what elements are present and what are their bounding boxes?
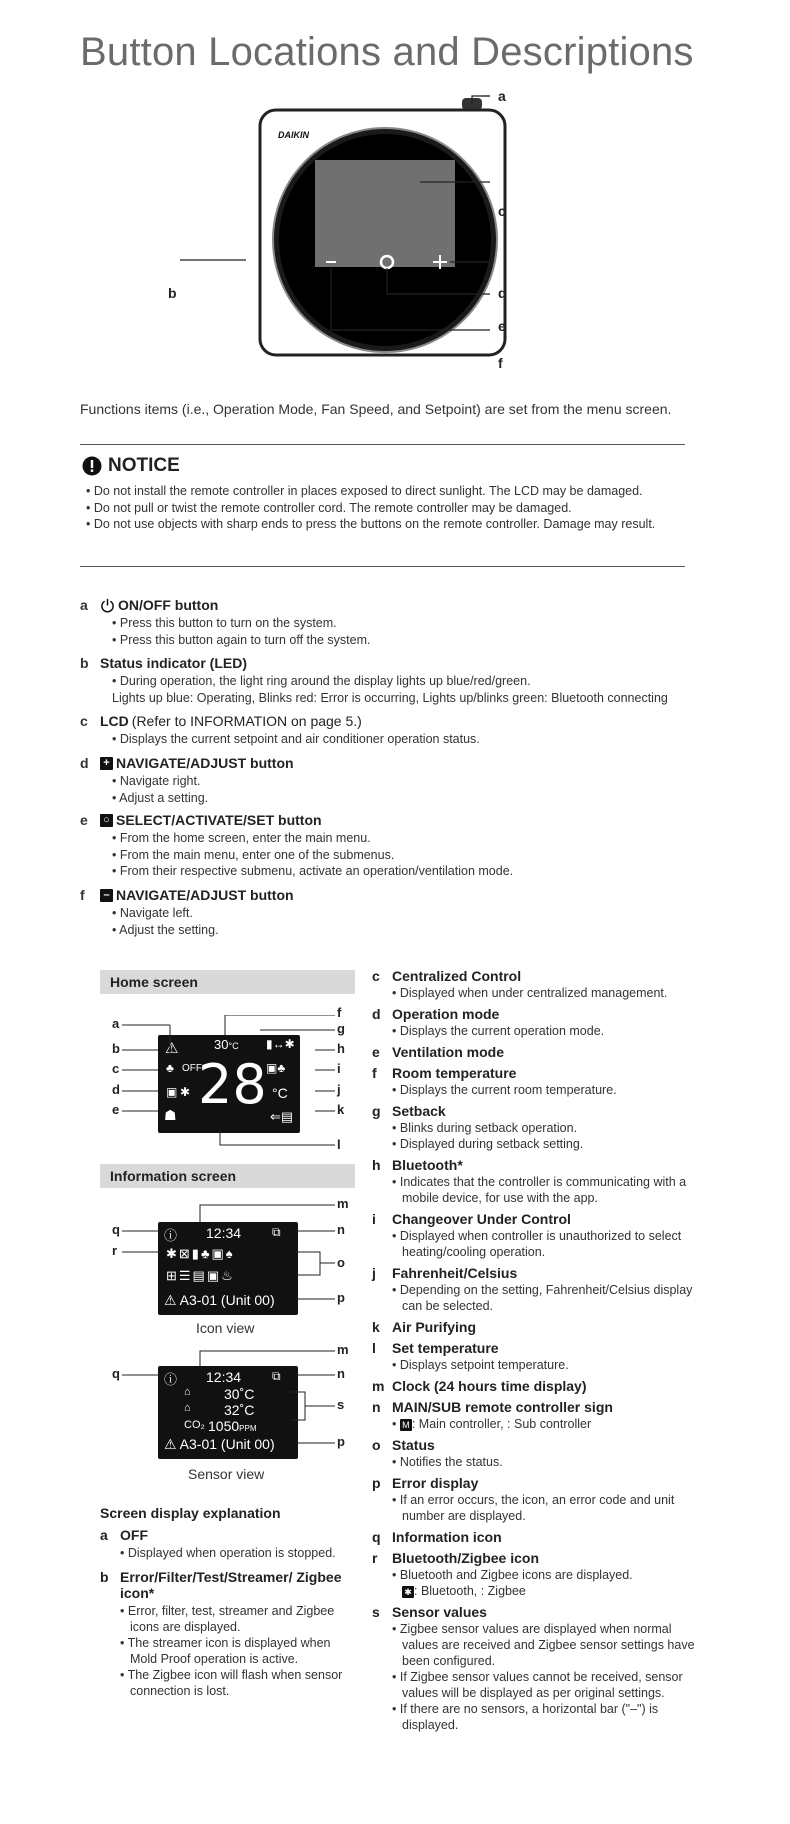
home-label-i: i xyxy=(337,1061,341,1076)
remote-controller-diagram xyxy=(180,90,600,380)
home-label-f: f xyxy=(337,1005,342,1020)
item-bullet: • Indicates that the controller is communicating with a mobile device, for use with the app. xyxy=(392,1174,702,1206)
right-item-l xyxy=(372,1340,702,1373)
item-bullet: • Displayed when controller is unauthorized to select heating/cooling operation. xyxy=(392,1228,702,1260)
right-item-e xyxy=(372,1044,702,1060)
item-letter: o xyxy=(372,1437,381,1453)
sensor-label-m: m xyxy=(337,1342,349,1357)
item-letter: i xyxy=(372,1211,376,1227)
item-bullet: • Bluetooth and Zigbee icons are displayed. xyxy=(392,1567,702,1583)
item-letter: r xyxy=(372,1550,378,1566)
item-title: LCD xyxy=(100,713,129,729)
explanation-item-b xyxy=(100,1569,360,1699)
right-item-g xyxy=(372,1103,702,1152)
warning-circle-icon xyxy=(82,456,102,476)
item-letter: g xyxy=(372,1103,381,1119)
item-bullet: • Displays the current operation mode. xyxy=(392,1023,702,1039)
item-bullet: • If there are no sensors, a horizontal bar ("–") is displayed. xyxy=(392,1701,702,1733)
co2-value: 1050 xyxy=(208,1418,240,1434)
changeover-icon: ▣♣ xyxy=(266,1061,286,1075)
item-letter: j xyxy=(372,1265,376,1281)
divider-top xyxy=(80,444,685,445)
centralized-icon: ♣ xyxy=(166,1061,174,1075)
notice-title: NOTICE xyxy=(108,455,180,476)
sensor-label-s: s xyxy=(337,1397,345,1412)
item-letter: d xyxy=(372,1006,381,1022)
right-item-f xyxy=(372,1065,702,1098)
info-screen-band: Information screen xyxy=(100,1164,355,1188)
item-letter: l xyxy=(372,1340,376,1356)
explanation-item-a xyxy=(100,1527,360,1561)
intro-text: Functions items (i.e., Operation Mode, Fan Speed, and Setpoint) are set from the menu screen. xyxy=(80,401,672,417)
item-bullet xyxy=(392,1416,702,1432)
right-item-q xyxy=(372,1529,702,1545)
item-title: NAVIGATE/ADJUST button xyxy=(116,755,294,771)
callout-a: a xyxy=(498,88,506,104)
status-icons-row1: ✱⊠▮♣▣♠ xyxy=(166,1246,235,1261)
button-desc-e xyxy=(80,812,700,880)
item-letter: n xyxy=(372,1399,381,1415)
info-label-m: m xyxy=(337,1196,349,1211)
right-item-d xyxy=(372,1006,702,1039)
notice-item: • Do not use objects with sharp ends to press the buttons on the remote controller. Damage may result. xyxy=(86,516,686,533)
power-icon xyxy=(100,598,115,613)
item-title: Bluetooth/Zigbee icon xyxy=(392,1550,539,1566)
info-label-r: r xyxy=(112,1243,118,1258)
item-bullet: • If an error occurs, the icon, an error code and unit number are displayed. xyxy=(392,1492,702,1524)
item-title: Operation mode xyxy=(392,1006,500,1022)
right-column xyxy=(372,968,702,1738)
item-title: Changeover Under Control xyxy=(392,1211,571,1227)
home-label-j: j xyxy=(337,1082,341,1097)
item-letter: d xyxy=(80,755,89,771)
item-title: Bluetooth* xyxy=(392,1157,463,1173)
item-bullet: • Adjust the setting. xyxy=(112,922,700,939)
item-letter: e xyxy=(80,812,88,828)
setpoint-value: 28 xyxy=(198,1053,267,1116)
bluetooth-icon: ▮↔✱ xyxy=(266,1037,295,1051)
item-bullet: • Navigate left. xyxy=(112,905,700,922)
sensor-label-n: n xyxy=(337,1366,345,1381)
item-bullet: • From their respective submenu, activate an operation/ventilation mode. xyxy=(112,863,700,880)
error-code: A3-01 (Unit 00) xyxy=(179,1292,275,1308)
notice-item: • Do not pull or twist the remote controller cord. The remote controller may be damaged. xyxy=(86,500,686,517)
item-title: Setback xyxy=(392,1103,446,1119)
operation-mode-icon: ▣ xyxy=(166,1085,178,1099)
error-code: A3-01 (Unit 00) xyxy=(179,1436,275,1452)
item-bullet: • From the home screen, enter the main menu. xyxy=(112,830,700,847)
bluetooth-icon: ✱ xyxy=(402,1586,414,1598)
select-box-icon: ○ xyxy=(100,814,113,827)
item-letter: a xyxy=(100,1527,108,1543)
info-label-q: q xyxy=(112,1222,120,1237)
item-bullet: • During operation, the light ring around the display lights up blue/red/green. xyxy=(112,673,700,690)
fan-icon: ✱ xyxy=(180,1085,191,1099)
item-title: Centralized Control xyxy=(392,968,522,984)
item-bullet: • Navigate right. xyxy=(112,773,700,790)
room-temp-unit: °C xyxy=(228,1041,239,1051)
item-title: MAIN/SUB remote controller sign xyxy=(392,1399,613,1415)
item-letter: b xyxy=(80,655,89,671)
main-sub-icon: ⧉ xyxy=(272,1369,281,1383)
info-label-o: o xyxy=(337,1255,345,1270)
main-sub-icon: ⧉ xyxy=(272,1225,281,1239)
home-label-a: a xyxy=(112,1016,120,1031)
item-title: Error/Filter/Test/Streamer/ Zigbee icon* xyxy=(120,1569,342,1601)
item-bullet: • Displays the current room temperature. xyxy=(392,1082,702,1098)
right-item-j xyxy=(372,1265,702,1314)
screen-display-explanation xyxy=(100,1505,360,1707)
item-title: NAVIGATE/ADJUST button xyxy=(116,887,294,903)
callout-f: f xyxy=(498,355,503,371)
right-item-n xyxy=(372,1399,702,1432)
info-icon: ⓘ xyxy=(164,1372,178,1387)
status-icons-row2: ⊞☰▤▣♨ xyxy=(166,1268,235,1283)
item-title: Set temperature xyxy=(392,1340,499,1356)
home-label-e: e xyxy=(112,1102,120,1117)
room-temp-value: 30 xyxy=(214,1037,229,1052)
item-bullet: • Blinks during setback operation. xyxy=(392,1120,702,1136)
divider-bottom xyxy=(80,566,685,567)
item-bullet: • Zigbee sensor values are displayed when normal values are received and Zigbee sensor settings have been configured. xyxy=(392,1621,702,1669)
item-bullet: • Displayed when under centralized management. xyxy=(392,985,702,1001)
ventilation-icon: ☗ xyxy=(164,1107,177,1123)
right-item-c xyxy=(372,968,702,1001)
home-label-g: g xyxy=(337,1021,345,1036)
info-label-p: p xyxy=(337,1290,345,1305)
sensor-view-caption: Sensor view xyxy=(188,1466,265,1482)
home-screen-leaders xyxy=(110,1015,355,1165)
info-screen-leaders xyxy=(110,1200,355,1480)
error-display: ⚠ A3-01 (Unit 00) xyxy=(164,1436,275,1452)
item-title: Error display xyxy=(392,1475,479,1491)
device-brand: DAIKIN xyxy=(278,130,309,140)
right-item-m xyxy=(372,1378,702,1394)
item-title: Clock (24 hours time display) xyxy=(392,1378,587,1394)
off-text: OFF xyxy=(182,1063,202,1074)
item-title: Information icon xyxy=(392,1529,502,1545)
home-label-d: d xyxy=(112,1082,120,1097)
item-letter: f xyxy=(80,887,85,903)
item-letter: p xyxy=(372,1475,381,1491)
right-item-o xyxy=(372,1437,702,1470)
item-bullet: • Displays setpoint temperature. xyxy=(392,1357,702,1373)
plus-box-icon: + xyxy=(100,757,113,770)
indoor-temp-icon: ⌂ xyxy=(184,1386,191,1398)
unit-symbol: °C xyxy=(272,1085,288,1101)
item-bullet: • If Zigbee sensor values cannot be received, sensor values will be displayed as per original settings. xyxy=(392,1669,702,1701)
info-label-n: n xyxy=(337,1222,345,1237)
callout-d: d xyxy=(498,285,507,301)
item-letter: e xyxy=(372,1044,380,1060)
item-title-extra: (Refer to INFORMATION on page 5.) xyxy=(131,713,362,729)
info-icon: ⓘ xyxy=(164,1228,178,1243)
button-desc-a xyxy=(80,597,700,648)
right-item-h xyxy=(372,1157,702,1206)
item-letter: c xyxy=(80,713,88,729)
home-label-h: h xyxy=(337,1041,345,1056)
item-letter: m xyxy=(372,1378,385,1394)
item-bullet: • Displayed during setback setting. xyxy=(392,1136,702,1152)
right-item-i xyxy=(372,1211,702,1260)
right-item-s xyxy=(372,1604,702,1733)
callout-e: e xyxy=(498,318,506,334)
minus-box-icon: – xyxy=(100,889,113,902)
warning-icon: ⚠ xyxy=(165,1040,179,1057)
item-letter: c xyxy=(372,968,380,984)
item-letter: h xyxy=(372,1157,381,1173)
notice-heading xyxy=(82,455,180,477)
item-letter: f xyxy=(372,1065,377,1081)
callout-b: b xyxy=(168,285,177,301)
item-bullet: • Displays the current setpoint and air conditioner operation status. xyxy=(112,731,700,748)
button-desc-f xyxy=(80,887,700,938)
item-bullet: • Press this button to turn on the system. xyxy=(112,615,700,632)
item-title: Fahrenheit/Celsius xyxy=(392,1265,518,1281)
explanation-heading: Screen display explanation xyxy=(100,1505,281,1521)
item-title: Ventilation mode xyxy=(392,1044,505,1060)
home-label-k: k xyxy=(337,1102,345,1117)
notice-item: • Do not install the remote controller in places exposed to direct sunlight. The LCD may be damaged. xyxy=(86,483,686,500)
item-title: SELECT/ACTIVATE/SET button xyxy=(116,812,322,828)
item-bullet: • From the main menu, enter one of the submenus. xyxy=(112,847,700,864)
home-label-b: b xyxy=(112,1041,120,1056)
sensor-value-2: 32˚C xyxy=(224,1402,255,1418)
sensor-label-q: q xyxy=(112,1366,120,1381)
item-title: Air Purifying xyxy=(392,1319,477,1335)
item-title: Room temperature xyxy=(392,1065,517,1081)
clock: 12:34 xyxy=(206,1225,242,1241)
callout-c: c xyxy=(498,203,506,219)
item-bullet: • Displayed when operation is stopped. xyxy=(120,1545,360,1561)
bt-zigbee-legend xyxy=(402,1583,702,1599)
item-bullet: • Adjust a setting. xyxy=(112,790,700,807)
item-letter: k xyxy=(372,1319,380,1335)
page-title: Button Locations and Descriptions xyxy=(80,30,694,74)
home-label-l: l xyxy=(337,1137,341,1152)
lcd-display xyxy=(315,160,455,267)
ppm-unit: PPM xyxy=(239,1424,257,1433)
main-controller-icon: M xyxy=(400,1419,412,1431)
item-bullet: • Notifies the status. xyxy=(392,1454,702,1470)
item-bullet: • Press this button again to turn off the system. xyxy=(112,632,700,649)
item-letter: a xyxy=(80,597,88,613)
sensor-value-1: 30˚C xyxy=(224,1386,255,1402)
item-continuation: Lights up blue: Operating, Blinks red: Error is occurring, Lights up/blinks green: Bluetooth connecting xyxy=(112,690,668,705)
outdoor-temp-icon: ⌂ xyxy=(184,1402,191,1414)
sensor-label-p: p xyxy=(337,1434,345,1449)
error-display: ⚠ A3-01 (Unit 00) xyxy=(164,1292,275,1308)
home-label-c: c xyxy=(112,1061,120,1076)
item-bullet: • Error, filter, test, streamer and Zigbee icons are displayed. xyxy=(120,1603,360,1635)
item-title: Status indicator (LED) xyxy=(100,655,248,671)
clock: 12:34 xyxy=(206,1369,242,1385)
item-bullet-text: : Main controller, : Sub controller xyxy=(411,1417,592,1431)
item-title: ON/OFF button xyxy=(118,597,219,613)
bt-zigbee-text: : Bluetooth, : Zigbee xyxy=(414,1584,526,1598)
button-desc-b xyxy=(80,655,700,706)
icon-view-caption: Icon view xyxy=(196,1320,255,1336)
item-letter: s xyxy=(372,1604,380,1620)
button-desc-c xyxy=(80,713,700,748)
item-letter: q xyxy=(372,1529,381,1545)
home-screen-band: Home screen xyxy=(100,970,355,994)
right-item-p xyxy=(372,1475,702,1524)
button-desc-d xyxy=(80,755,700,806)
item-bullet: • Depending on the setting, Fahrenheit/Celsius display can be selected. xyxy=(392,1282,702,1314)
item-bullet: • The Zigbee icon will flash when sensor connection is lost. xyxy=(120,1667,360,1699)
item-title: Sensor values xyxy=(392,1604,487,1620)
notice-list xyxy=(86,483,686,533)
item-title: OFF xyxy=(120,1527,148,1543)
co2-label: CO₂ xyxy=(184,1419,205,1431)
right-item-r xyxy=(372,1550,702,1599)
item-bullet: • The streamer icon is displayed when Mold Proof operation is active. xyxy=(120,1635,360,1667)
item-title: Status xyxy=(392,1437,435,1453)
item-letter: b xyxy=(100,1569,109,1585)
right-item-k xyxy=(372,1319,702,1335)
air-purify-icon: ⇐▤ xyxy=(270,1109,294,1124)
